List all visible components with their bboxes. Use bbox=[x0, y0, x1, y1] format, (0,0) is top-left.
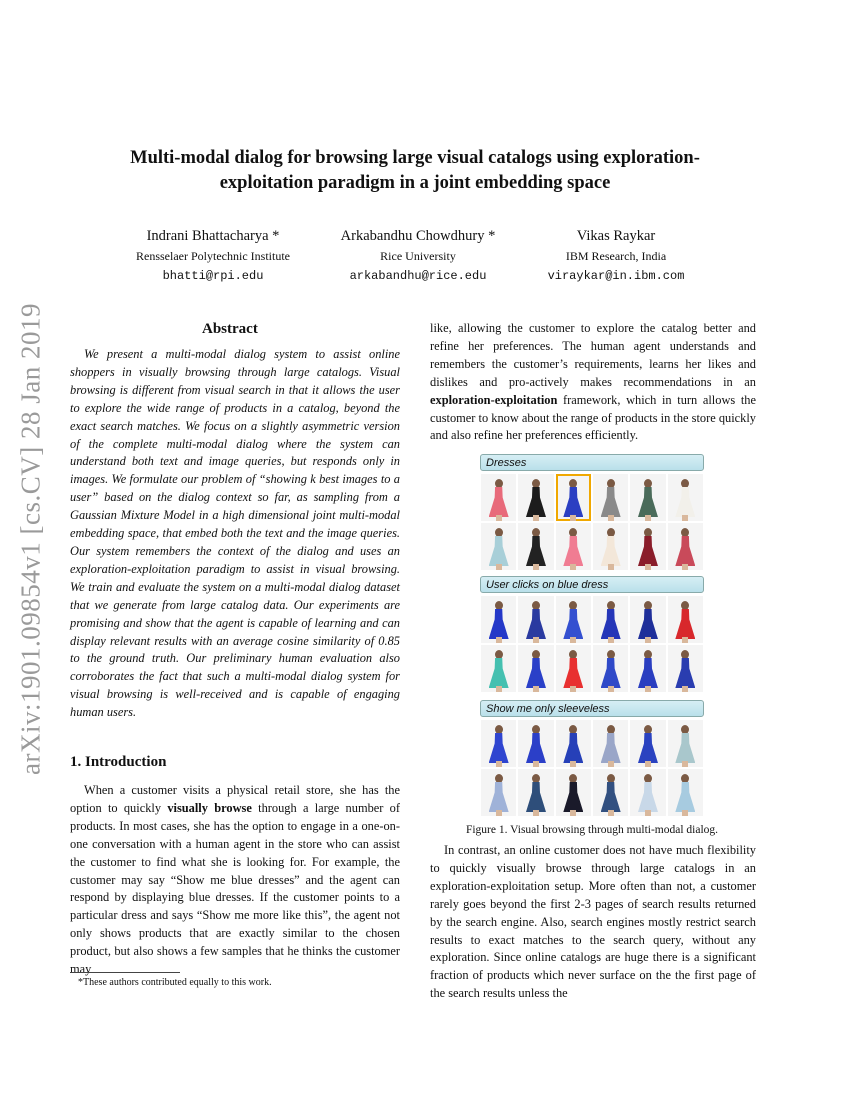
dress-shape bbox=[526, 658, 546, 688]
model-legs bbox=[570, 686, 576, 692]
model-head bbox=[532, 725, 540, 734]
model-head bbox=[607, 650, 615, 659]
dress-shape bbox=[638, 609, 658, 639]
model-head bbox=[607, 774, 615, 783]
dress-thumbnail[interactable] bbox=[593, 474, 628, 521]
dress-thumbnail[interactable] bbox=[630, 645, 665, 692]
dress-shape bbox=[563, 487, 583, 517]
model-head bbox=[681, 650, 689, 659]
author-block-2 bbox=[308, 226, 528, 286]
abstract-text: We present a multi-modal dialog system to assist online shoppers in visually browsing through large catalogs. Visual browsing is different from visual search in that it allows the user to explore the wide range of products in a catalog, beyond the exact search matches. We focus on a slightly asymmetric version of the complete multi-modal dialog where the system can understand both text and image queries, but responds only in images. We formulate our problem of “showing k best images to a user” based on the dialog context so far, as sampling from a Gaussian Mixture Model in a high dimensional joint multi-modal embedding space, that embed both the text and the image queries. Our system remembers the context of the dialog and uses an exploration-exploitation paradigm to assist in visual browsing. We train and evaluate the system on a multi-modal dialog dataset that we generate from large catalog data. Our experiments are promising and show that the agent is capable of learning and can display relevant results with an average cosine similarity of 0.85 to the ground truth. Our preliminary human evaluation also corroborates the fact that such a multi-modal dialog system for visual browsing is well-received and is capable of engaging human users. bbox=[70, 347, 400, 720]
dress-thumbnail[interactable] bbox=[556, 769, 591, 816]
model-legs bbox=[682, 761, 688, 767]
model-head bbox=[644, 725, 652, 734]
model-head bbox=[644, 774, 652, 783]
footnote-rule bbox=[70, 972, 180, 973]
model-head bbox=[532, 774, 540, 783]
dress-thumbnail[interactable] bbox=[668, 596, 703, 643]
dress-thumbnail[interactable] bbox=[556, 596, 591, 643]
author-block-3 bbox=[506, 226, 726, 286]
model-legs bbox=[496, 810, 502, 816]
figure-caption: Figure 1. Visual browsing through multi-modal dialog. bbox=[465, 824, 719, 836]
dress-shape bbox=[489, 782, 509, 812]
dress-shape bbox=[675, 733, 695, 763]
model-legs bbox=[533, 686, 539, 692]
dress-thumbnail[interactable] bbox=[518, 645, 553, 692]
dress-grid-1 bbox=[481, 474, 703, 570]
model-legs bbox=[570, 761, 576, 767]
dress-thumbnail[interactable] bbox=[593, 769, 628, 816]
paper-title: Multi-modal dialog for browsing large visual catalogs using exploration-exploitation paradigm in a joint embedding space bbox=[130, 148, 700, 193]
dress-thumbnail[interactable] bbox=[481, 769, 516, 816]
dress-shape bbox=[563, 536, 583, 566]
model-head bbox=[681, 774, 689, 783]
model-head bbox=[681, 601, 689, 610]
model-head bbox=[495, 725, 503, 734]
intro-bold-term: visually browse bbox=[167, 800, 252, 815]
model-legs bbox=[533, 564, 539, 570]
dress-shape bbox=[526, 609, 546, 639]
model-legs bbox=[645, 686, 651, 692]
dress-thumbnail[interactable] bbox=[518, 769, 553, 816]
model-legs bbox=[645, 761, 651, 767]
model-head bbox=[569, 601, 577, 610]
dress-shape bbox=[675, 487, 695, 517]
dress-shape bbox=[601, 658, 621, 688]
dress-grid-3 bbox=[481, 720, 703, 816]
panel-banner-dresses: Dresses bbox=[480, 454, 704, 471]
model-legs bbox=[533, 515, 539, 521]
model-legs bbox=[608, 515, 614, 521]
model-legs bbox=[570, 564, 576, 570]
dress-thumbnail[interactable] bbox=[668, 523, 703, 570]
model-legs bbox=[608, 810, 614, 816]
model-legs bbox=[608, 637, 614, 643]
dress-thumbnail[interactable] bbox=[556, 523, 591, 570]
arxiv-identifier bbox=[14, 296, 48, 782]
dress-thumbnail[interactable] bbox=[518, 523, 553, 570]
right-text-a: like, allowing the customer to explore the catalog better and refine her preferences. The human agent understands and remembers the customer’s requirements, learns her likes and dislikes and pro-actively makes recommendations in an bbox=[430, 321, 756, 389]
dress-shape bbox=[601, 782, 621, 812]
dress-shape bbox=[675, 609, 695, 639]
figure-1 bbox=[478, 452, 708, 820]
abstract-heading: Abstract bbox=[202, 321, 258, 337]
dress-shape bbox=[601, 536, 621, 566]
model-legs bbox=[608, 564, 614, 570]
model-head bbox=[495, 479, 503, 488]
introduction-heading: 1. Introduction bbox=[70, 754, 167, 770]
model-legs bbox=[682, 810, 688, 816]
model-head bbox=[607, 479, 615, 488]
author-block-1 bbox=[103, 226, 323, 286]
dress-thumbnail[interactable] bbox=[593, 596, 628, 643]
model-head bbox=[644, 528, 652, 537]
author-affiliation: IBM Research, India bbox=[565, 249, 667, 263]
model-legs bbox=[496, 515, 502, 521]
model-head bbox=[569, 479, 577, 488]
model-legs bbox=[608, 686, 614, 692]
model-legs bbox=[645, 637, 651, 643]
dress-thumbnail[interactable] bbox=[668, 720, 703, 767]
dress-thumbnail[interactable] bbox=[668, 474, 703, 521]
dress-shape bbox=[563, 609, 583, 639]
model-head bbox=[532, 601, 540, 610]
model-legs bbox=[682, 564, 688, 570]
model-head bbox=[681, 725, 689, 734]
intro-text-b: through a large number of products. In most cases, she has the option to engage in a one-on-one conversation with a human agent in the store who can assist the customer to find what she is looking for. For example, the customer may say “Show me blue dresses” and the agent can respond by displaying blue dresses. If the customer points to a particular dress and says “Show me more like this”, the agent not only shows products that are exactly similar to the chosen product, but also shows a few samples that he thinks the customer may bbox=[70, 800, 401, 977]
dress-thumbnail[interactable] bbox=[668, 645, 703, 692]
dress-thumbnail[interactable] bbox=[518, 596, 553, 643]
dress-thumbnail[interactable] bbox=[630, 596, 665, 643]
dress-thumbnail[interactable] bbox=[518, 474, 553, 521]
model-head bbox=[607, 725, 615, 734]
dress-thumbnail[interactable] bbox=[518, 720, 553, 767]
model-legs bbox=[533, 810, 539, 816]
dress-shape bbox=[601, 487, 621, 517]
dress-thumbnail[interactable] bbox=[668, 769, 703, 816]
author-email[interactable]: viraykar@in.ibm.com bbox=[547, 269, 685, 283]
dress-shape bbox=[675, 536, 695, 566]
dress-shape bbox=[638, 658, 658, 688]
model-legs bbox=[570, 810, 576, 816]
dress-thumbnail[interactable] bbox=[556, 645, 591, 692]
author-affiliation: Rice University bbox=[380, 249, 456, 263]
model-head bbox=[644, 601, 652, 610]
dress-shape bbox=[563, 782, 583, 812]
right-bold-term: exploration-exploitation bbox=[430, 392, 558, 407]
author-email[interactable]: arkabandhu@rice.edu bbox=[349, 269, 487, 283]
model-legs bbox=[533, 637, 539, 643]
model-head bbox=[681, 479, 689, 488]
dress-shape bbox=[638, 487, 658, 517]
model-head bbox=[681, 528, 689, 537]
dress-thumbnail[interactable] bbox=[481, 523, 516, 570]
model-legs bbox=[645, 564, 651, 570]
model-head bbox=[607, 528, 615, 537]
dress-shape bbox=[638, 536, 658, 566]
model-head bbox=[532, 479, 540, 488]
dress-thumbnail[interactable] bbox=[593, 645, 628, 692]
model-legs bbox=[496, 686, 502, 692]
model-legs bbox=[682, 515, 688, 521]
model-legs bbox=[570, 637, 576, 643]
model-head bbox=[532, 528, 540, 537]
dress-shape bbox=[526, 733, 546, 763]
panel-banner-blue-dress: User clicks on blue dress bbox=[480, 576, 704, 593]
model-legs bbox=[570, 515, 576, 521]
model-legs bbox=[682, 686, 688, 692]
dress-grid-2 bbox=[481, 596, 703, 692]
right-paragraph-1 bbox=[430, 320, 756, 445]
dress-thumbnail[interactable] bbox=[630, 720, 665, 767]
dress-thumbnail[interactable] bbox=[630, 769, 665, 816]
dress-shape bbox=[526, 487, 546, 517]
dress-shape bbox=[526, 536, 546, 566]
model-legs bbox=[645, 515, 651, 521]
dress-shape bbox=[601, 609, 621, 639]
model-head bbox=[569, 725, 577, 734]
dress-thumbnail[interactable] bbox=[481, 720, 516, 767]
author-name: Vikas Raykar bbox=[576, 228, 656, 244]
model-head bbox=[569, 650, 577, 659]
dress-thumbnail[interactable] bbox=[593, 523, 628, 570]
dress-shape bbox=[638, 782, 658, 812]
dress-thumbnail[interactable] bbox=[630, 474, 665, 521]
dress-shape bbox=[563, 658, 583, 688]
model-head bbox=[495, 774, 503, 783]
intro-text-a: When a customer visits a physical retail store, she has the option to quickly bbox=[70, 783, 400, 815]
model-head bbox=[495, 601, 503, 610]
dress-shape bbox=[563, 733, 583, 763]
model-head bbox=[644, 650, 652, 659]
model-head bbox=[495, 528, 503, 537]
model-legs bbox=[496, 637, 502, 643]
model-head bbox=[569, 528, 577, 537]
dress-thumbnail[interactable] bbox=[481, 596, 516, 643]
footnote: *These authors contributed equally to this work. bbox=[78, 977, 272, 988]
author-affiliation: Rensselaer Polytechnic Institute bbox=[136, 249, 290, 263]
model-head bbox=[569, 774, 577, 783]
arxiv-id-text: arXiv:1901.09854v1 [cs.CV] 28 Jan 2019 bbox=[15, 303, 46, 775]
dress-thumbnail[interactable] bbox=[481, 474, 516, 521]
dress-thumbnail[interactable] bbox=[593, 720, 628, 767]
model-head bbox=[607, 601, 615, 610]
selected-dress-thumbnail[interactable] bbox=[556, 474, 591, 521]
model-legs bbox=[496, 564, 502, 570]
author-name: Indrani Bhattacharya * bbox=[146, 228, 280, 244]
dress-shape bbox=[675, 658, 695, 688]
dress-shape bbox=[601, 733, 621, 763]
model-legs bbox=[645, 810, 651, 816]
dress-thumbnail[interactable] bbox=[481, 645, 516, 692]
panel-banner-sleeveless: Show me only sleeveless bbox=[480, 700, 704, 717]
model-head bbox=[495, 650, 503, 659]
model-head bbox=[532, 650, 540, 659]
right-paragraph-2: In contrast, an online customer does not have much flexibility to quickly visually browse through large catalogs in an exploration-exploitation setup. More often than not, a customer rarely goes beyond the first 2-3 pages of search results returned by the search engine. Also, search engines mostly restrict search results to exact matches to the search query, without any exploration. Since online catalogs are huge there is a significant fraction of products which never surface on the the first page of the search results unless the bbox=[430, 843, 756, 1001]
dress-shape bbox=[675, 782, 695, 812]
author-email[interactable]: bhatti@rpi.edu bbox=[162, 269, 264, 283]
dress-shape bbox=[489, 733, 509, 763]
dress-thumbnail[interactable] bbox=[556, 720, 591, 767]
model-legs bbox=[496, 761, 502, 767]
dress-shape bbox=[489, 487, 509, 517]
dress-shape bbox=[489, 658, 509, 688]
introduction-paragraph bbox=[70, 782, 400, 979]
right-text-b: framework, which in turn allows the customer to know about the range of products in the store quickly and also refine her preferences efficiently. bbox=[430, 392, 756, 443]
dress-shape bbox=[526, 782, 546, 812]
model-legs bbox=[533, 761, 539, 767]
author-name: Arkabandhu Chowdhury * bbox=[340, 228, 496, 244]
model-legs bbox=[608, 761, 614, 767]
dress-thumbnail[interactable] bbox=[630, 523, 665, 570]
dress-shape bbox=[489, 536, 509, 566]
model-legs bbox=[682, 637, 688, 643]
model-head bbox=[644, 479, 652, 488]
dress-shape bbox=[638, 733, 658, 763]
dress-shape bbox=[489, 609, 509, 639]
